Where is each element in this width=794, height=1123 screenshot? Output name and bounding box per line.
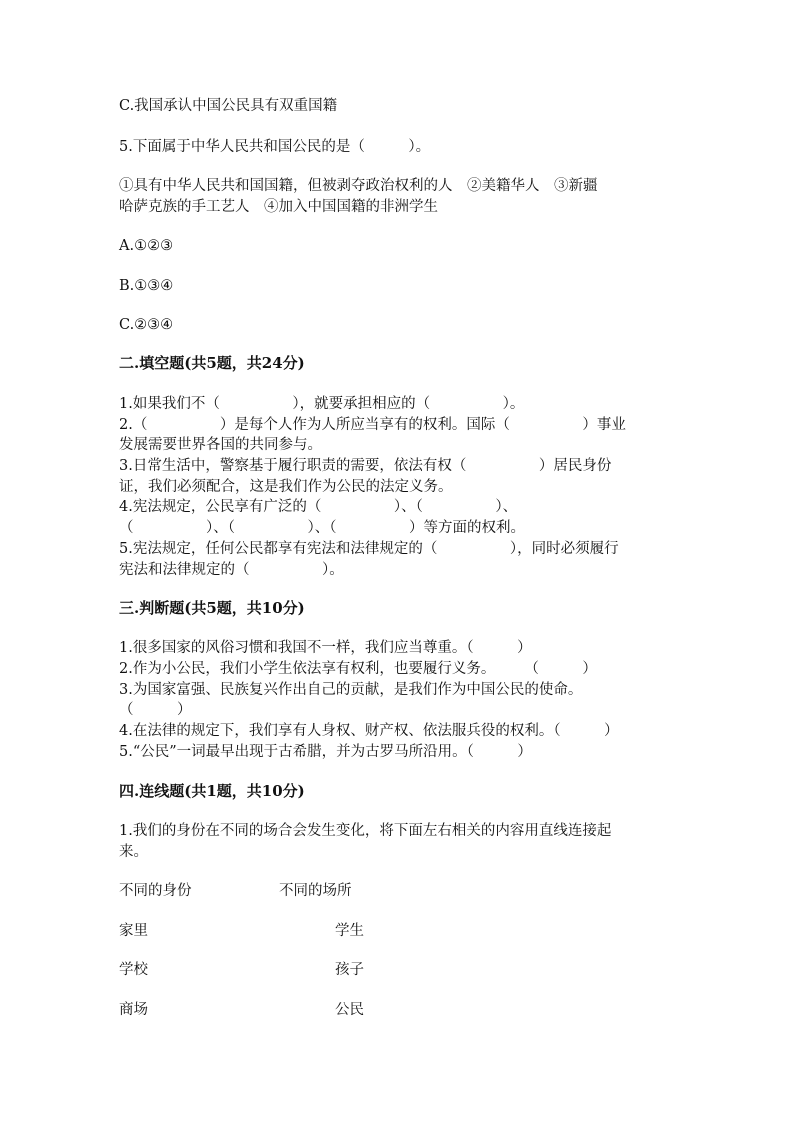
section-2-line: 证，我们必须配合，这是我们作为公民的法定义务。 <box>119 479 453 495</box>
section-3-heading: 三.判断题(共5题，共10分) <box>119 599 305 617</box>
section-2-line: 发展需要世界各国的共同参与。 <box>119 437 322 453</box>
section-3-line: （ ） <box>119 702 192 718</box>
section-2-line: 1.如果我们不（ ），就要承担相应的（ ）。 <box>119 396 525 412</box>
section-3-line: 5.“公民”一词最早出现于古希腊，并为古罗马所沿用。（ ） <box>119 744 532 760</box>
section-2-line: 宪法和法律规定的（ ）。 <box>119 562 344 578</box>
section-2-line: （ ）、（ ）、（ ）等方面的权利。 <box>119 520 525 536</box>
question-5-option-b: B.①③④ <box>119 278 174 294</box>
question-5-option-a: A.①②③ <box>119 238 174 254</box>
section-4-heading: 四.连线题(共1题，共10分) <box>119 782 305 800</box>
section-2-line: 5.宪法规定，任何公民都享有宪法和法律规定的（ ），同时必须履行 <box>119 541 619 557</box>
section-4-question-line-1: 1.我们的身份在不同的场合会发生变化，将下面左右相关的内容用直线连接起 <box>119 823 612 839</box>
matching-right-item: 孩子 <box>335 962 364 978</box>
question-5-description-line-2: 哈萨克族的手工艺人 ④加入中国国籍的非洲学生 <box>119 199 438 215</box>
section-2-line: 3.日常生活中，警察基于履行职责的需要，依法有权（ ）居民身份 <box>119 458 612 474</box>
question-5-description-line-1: ①具有中华人民共和国国籍，但被剥夺政治权利的人 ②美籍华人 ③新疆 <box>119 178 598 194</box>
column-header-place: 不同的场所 <box>279 883 352 899</box>
section-2-heading: 二.填空题(共5题，共24分) <box>119 354 305 372</box>
section-3-line: 4.在法律的规定下，我们享有人身权、财产权、依法服兵役的权利。（ ） <box>119 723 619 739</box>
matching-left-item: 商场 <box>119 1002 148 1018</box>
section-3-line: 1.很多国家的风俗习惯和我国不一样，我们应当尊重。（ ） <box>119 640 532 656</box>
matching-left-item: 家里 <box>119 923 148 939</box>
column-header-identity: 不同的身份 <box>119 883 192 899</box>
option-c-previous-question: C.我国承认中国公民具有双重国籍 <box>119 98 338 114</box>
question-5-option-c: C.②③④ <box>119 317 174 333</box>
section-4-question-line-2: 来。 <box>119 844 148 860</box>
section-3-line: 2.作为小公民，我们小学生依法享有权利，也要履行义务。 （ ） <box>119 661 597 677</box>
section-3-line: 3.为国家富强、民族复兴作出自己的贡献，是我们作为中国公民的使命。 <box>119 682 583 698</box>
question-5-stem: 5.下面属于中华人民共和国公民的是（ ）。 <box>119 139 431 155</box>
section-2-line: 4.宪法规定，公民享有广泛的（ ）、（ ）、 <box>119 499 518 515</box>
matching-left-item: 学校 <box>119 962 148 978</box>
matching-right-item: 公民 <box>335 1002 364 1018</box>
section-2-line: 2.（ ）是每个人作为人所应当享有的权利。国际（ ）事业 <box>119 417 626 433</box>
matching-right-item: 学生 <box>335 923 364 939</box>
